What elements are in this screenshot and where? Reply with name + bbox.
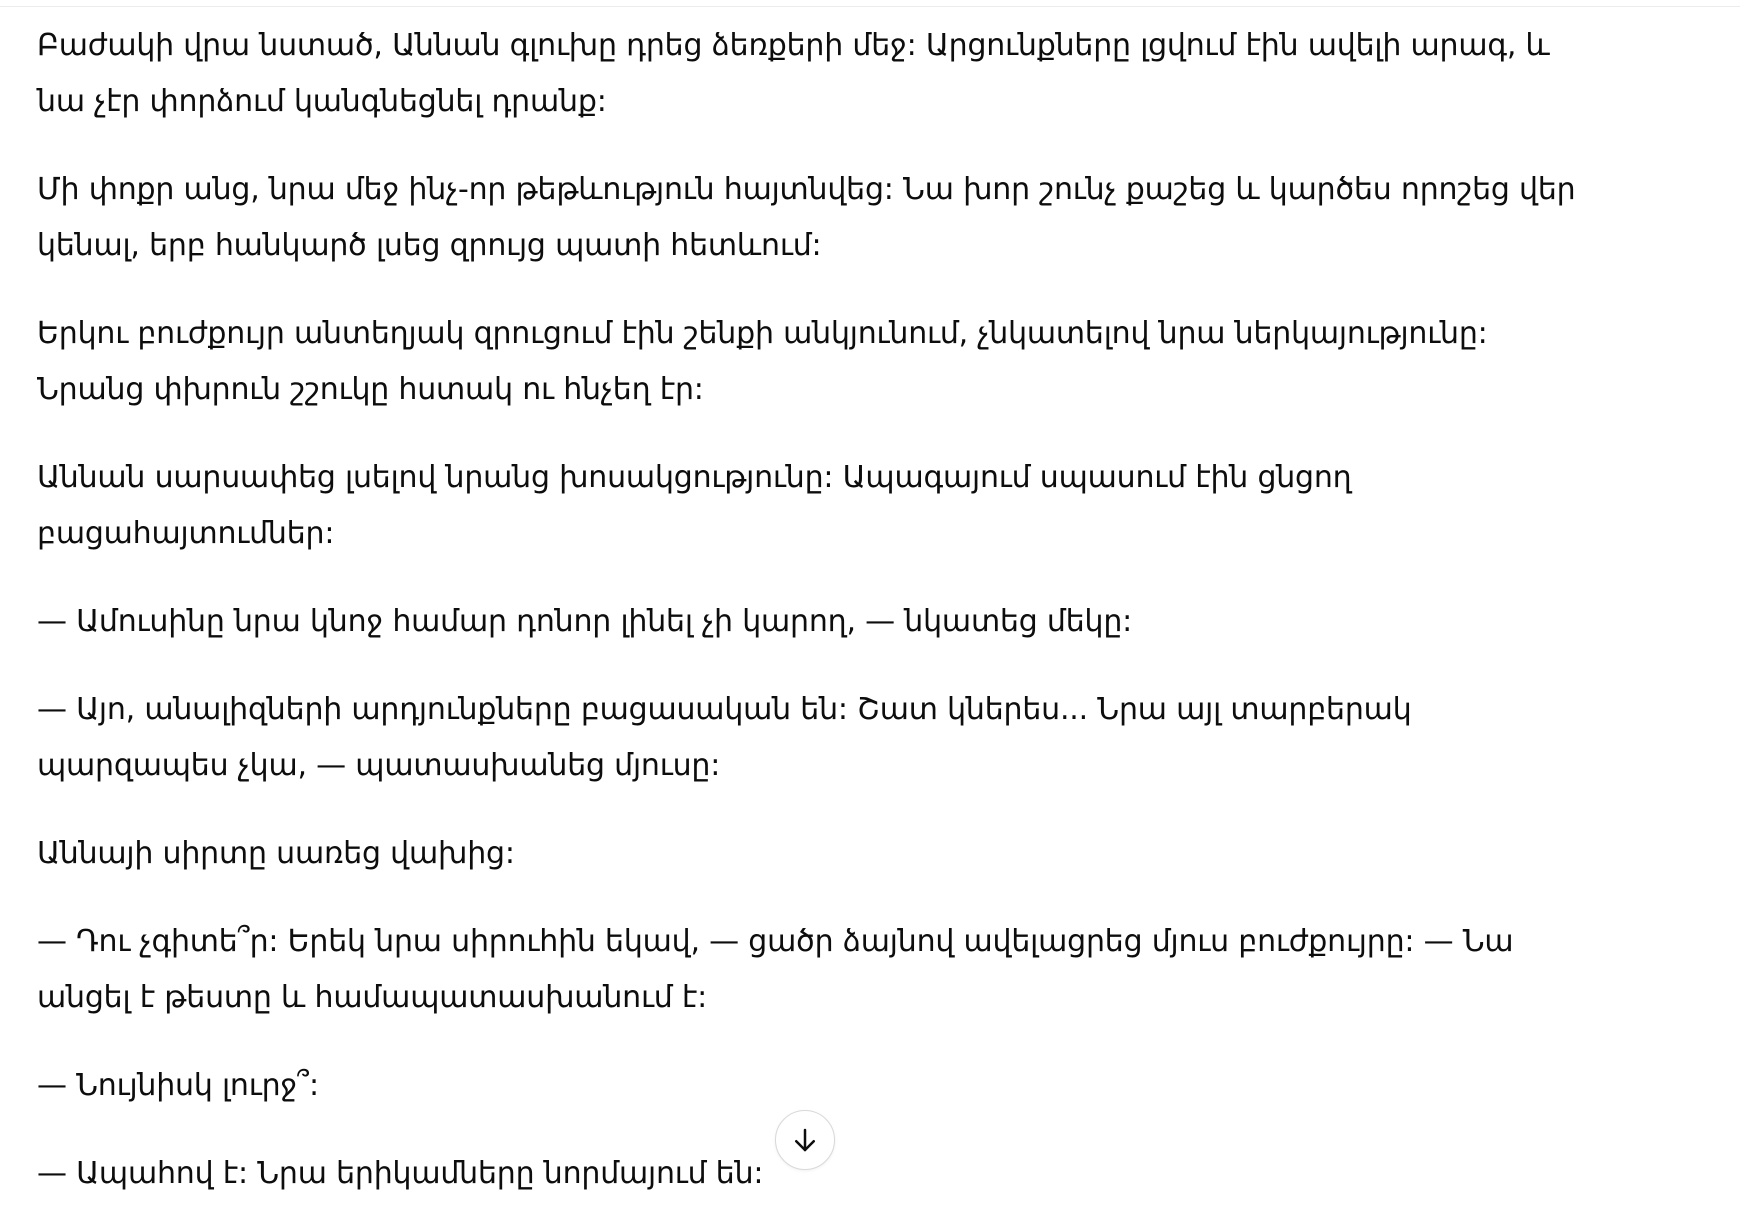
message-paragraph: — Դու չգիտե՞ր: Երեկ նրա սիրուհին եկավ, — ցածր ձայնով ավելացրեց մյուս բուժքույրը: — Նա անցել է թեստը և համապատասխանում է: <box>37 924 1514 1015</box>
message-paragraph: Մի փոքր անց, նրա մեջ ինչ-որ թեթևություն հայտնվեց: Նա խոր շունչ քաշեց և կարծես որոշեց վեր կենալ, երբ հանկարծ լսեց զրույց պատի հետևում: <box>37 172 1576 263</box>
message-paragraph: — Այո, անալիզների արդյունքները բացասական են: Շատ կներես... Նրա այլ տարբերակ պարզապես չկա, — պատասխանեց մյուսը: <box>37 692 1412 783</box>
arrow-down-icon <box>790 1125 820 1155</box>
message-paragraph: Բաժակի վրա նստած, Աննան գլուխը դրեց ձեռքերի մեջ: Արցունքները լցվում էին ավելի արագ, և նա չէր փորձում կանգնեցնել դրանք: <box>37 28 1550 119</box>
message-content <box>37 18 1582 1210</box>
message-paragraph: Աննայի սիրտը սառեց վախից: <box>37 836 515 871</box>
message-paragraph: — Ամուսինը նրա կնոջ համար դոնոր լինել չի կարող, — նկատեց մեկը: <box>37 604 1133 639</box>
scroll-to-bottom-button[interactable] <box>775 1110 835 1170</box>
message-paragraph: — Ապահով է: Նրա երիկամները նորմայում են: <box>37 1156 764 1191</box>
message-paragraph: Աննան սարսափեց լսելով նրանց խոսակցությունը: Ապագայում սպասում էին ցնցող բացահայտումներ: <box>37 460 1352 551</box>
top-divider <box>0 6 1740 7</box>
message-paragraph: Երկու բուժքույր անտեղյակ զրուցում էին շենքի անկյունում, չնկատելով նրա ներկայությունը: Նրանց փխրուն շշուկը հստակ ու հնչեղ էր: <box>37 316 1488 407</box>
message-paragraph: — Նույնիսկ լուրջ՞: <box>37 1068 319 1103</box>
